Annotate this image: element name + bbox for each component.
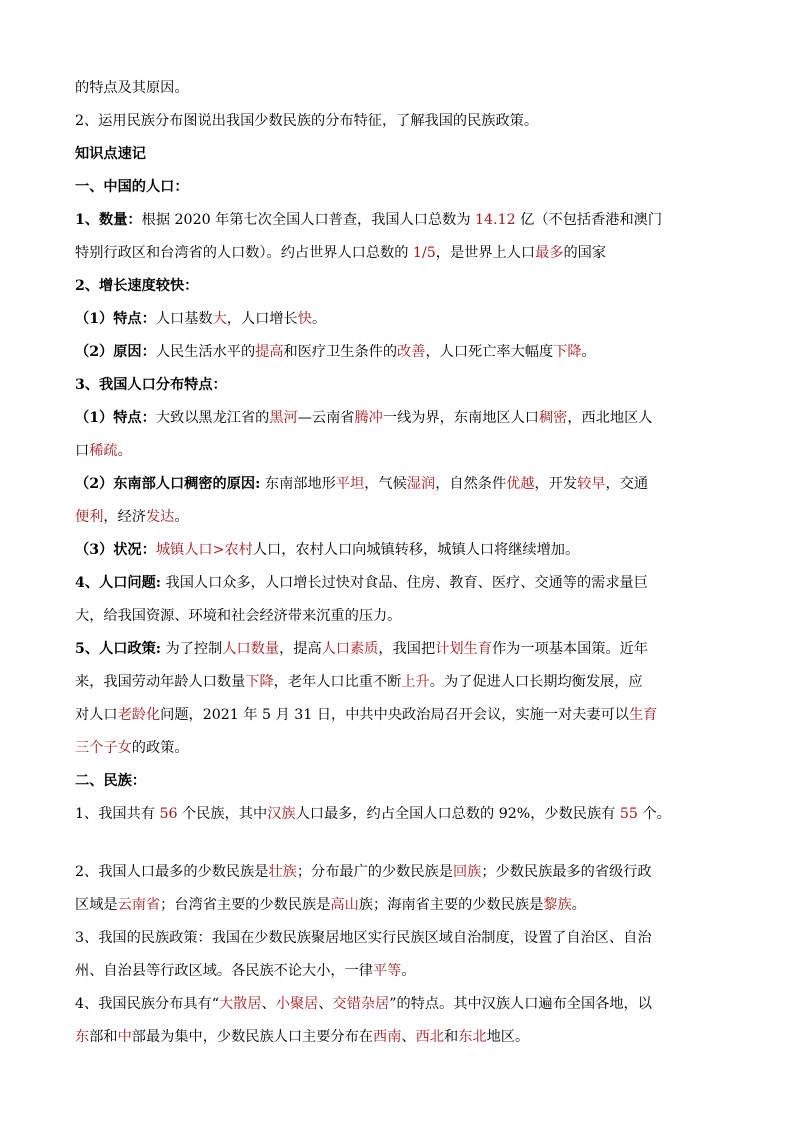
text: 、 <box>318 996 333 1012</box>
text: 大，给我国资源、环境和社会经济带来沉重的压力。 <box>75 608 402 624</box>
text: 的政策。 <box>131 740 189 756</box>
intro-text-2: 2、运用民族分布图说出我国少数民族的分布特征，了解我国的民族政策。 <box>75 113 539 129</box>
text: 、 <box>261 996 276 1012</box>
text: ；分布最广的少数民族是 <box>296 864 453 880</box>
p2-2-line-1 <box>75 862 652 882</box>
highlight: 平坦 <box>335 476 365 492</box>
highlight: 14.12 <box>475 212 516 228</box>
text: 人口基数 <box>155 311 213 327</box>
highlight: 城镇人口>农村 <box>155 542 253 558</box>
highlight: 大散居 <box>218 996 262 1012</box>
highlight: 较早 <box>577 476 606 492</box>
highlight: 小聚居 <box>275 996 319 1012</box>
highlight: 平等 <box>372 963 402 979</box>
p4-label: 4、人口问题: <box>75 575 162 591</box>
highlight: 大 <box>212 311 227 327</box>
text: ；台湾省主要的少数民族是 <box>160 897 331 913</box>
highlight: 壮族 <box>268 864 297 880</box>
intro-text-1: 的特点及其原因。 <box>75 80 189 96</box>
text: 和 <box>443 1029 459 1045</box>
text: 1、我国共有 <box>75 806 160 822</box>
text: 大致以黑龙江省的 <box>155 410 270 426</box>
text: 。 <box>581 344 596 360</box>
text: ，交通 <box>605 476 649 492</box>
text: 问题，2021 年 5 月 31 日，中共中央政治局召开会议，实施一对夫妻可以 <box>160 707 629 723</box>
p5-line-4 <box>75 738 189 758</box>
text: ，自然条件 <box>435 476 507 492</box>
text: 。为了促进人口长期均衡发展，应 <box>429 674 643 690</box>
p1-label: 1、数量： <box>75 212 142 228</box>
highlight: 1/5 <box>412 245 436 261</box>
sub-label: （1）特点： <box>75 410 156 426</box>
p2-s1-line <box>75 309 326 329</box>
p2-3-line-1 <box>75 928 652 948</box>
highlight: 下降 <box>553 344 582 360</box>
sub-label: （2）原因： <box>75 344 156 360</box>
text: 。 <box>117 443 132 459</box>
text: 州、自治县等行政区域。各民族不论大小，一律 <box>75 963 373 979</box>
p3-s2-line-2 <box>75 507 189 527</box>
highlight: 黎族 <box>543 897 572 913</box>
text: 区域是 <box>75 897 118 913</box>
highlight: 优越 <box>506 476 535 492</box>
text: 4、我国民族分布具有“ <box>75 996 219 1012</box>
text: 。 <box>571 897 586 913</box>
p2-3-line-2 <box>75 961 416 981</box>
text: 。 <box>174 509 189 525</box>
highlight: 快 <box>297 311 312 327</box>
text: 为了控制 <box>161 641 223 657</box>
highlight: 56 <box>159 806 178 822</box>
highlight: 交错杂居 <box>332 996 390 1012</box>
text: 2、我国人口最多的少数民族是 <box>75 864 269 880</box>
text: 部最为集中，少数民族人口主要分布在 <box>131 1029 373 1045</box>
p5-line-3 <box>75 705 657 725</box>
intro-line-1 <box>75 78 189 98</box>
highlight: 高山 <box>330 897 359 913</box>
highlight: 三个子女 <box>75 740 132 756</box>
highlight: 云南省 <box>117 897 161 913</box>
highlight: 西南 <box>373 1029 402 1045</box>
highlight: 计划生育 <box>435 641 492 657</box>
text: 人口，农村人口向城镇转移，城镇人口将继续增加。 <box>252 542 580 558</box>
intro-line-2 <box>75 111 538 131</box>
text: ，提高 <box>279 641 322 657</box>
p1-line-2 <box>75 243 606 263</box>
p3-s1-line-1 <box>75 408 652 428</box>
text: 。 <box>311 311 327 327</box>
text: 人民生活水平的 <box>155 344 256 360</box>
highlight: 最多 <box>535 245 564 261</box>
highlight: 发达 <box>145 509 175 525</box>
highlight: 上升 <box>401 674 430 690</box>
sub-label: （3）状况： <box>75 542 156 558</box>
text: 根据 2020 年第七次全国人口普查，我国人口总数为 <box>141 212 476 228</box>
p5-label: 5、人口政策: <box>75 641 162 657</box>
text: 亿（不包括香港和澳门 <box>515 212 663 228</box>
highlight: 下降 <box>245 674 274 690</box>
text: 族；海南省主要的少数民族是 <box>358 897 544 913</box>
p3-s1-line-2 <box>75 441 132 461</box>
text: 口 <box>75 443 90 459</box>
highlight: 稠密 <box>538 410 568 426</box>
text: 来，我国劳动年龄人口数量 <box>75 674 246 690</box>
text: 一线为界，东南地区人口 <box>382 410 539 426</box>
text: ，人口死亡率大幅度 <box>425 344 554 360</box>
highlight: 东 <box>75 1029 90 1045</box>
text: ”的特点。其中汉族人口遍布全国各地，以 <box>389 996 652 1012</box>
highlight: 老龄化 <box>117 707 161 723</box>
highlight: 汉族 <box>267 806 296 822</box>
text: 作为一项基本国策。近年 <box>491 641 649 657</box>
text: 、 <box>401 1029 416 1045</box>
highlight: 55 <box>619 806 638 822</box>
p2-s2-line <box>75 342 596 362</box>
text: 地区。 <box>486 1029 530 1045</box>
text: 个。 <box>637 806 671 822</box>
text: 和医疗卫生条件的 <box>283 344 398 360</box>
text: ；少数民族最多的省级行政 <box>481 864 652 880</box>
text: —云南省 <box>297 410 355 426</box>
text: ，开发 <box>534 476 578 492</box>
text: 的国家 <box>563 245 607 261</box>
p3-s3-line <box>75 540 579 560</box>
p2-4-line-2 <box>75 1027 529 1047</box>
highlight: 西北 <box>415 1029 444 1045</box>
highlight: 回族 <box>452 864 482 880</box>
text: ，老年人口比重不断 <box>273 674 402 690</box>
highlight: 腾冲 <box>354 410 383 426</box>
text: ，我国把 <box>378 641 436 657</box>
text: ，气候 <box>364 476 407 492</box>
sub-label: （1）特点： <box>75 311 156 327</box>
highlight: 黑河 <box>269 410 298 426</box>
p2-1-line <box>75 804 671 824</box>
p2-4-line-1 <box>75 994 652 1014</box>
text: ，人口增长 <box>226 311 298 327</box>
p3-label: 3、我国人口分布特点： <box>75 377 227 393</box>
p2-2-line-2 <box>75 895 586 915</box>
highlight: 稀疏 <box>89 443 118 459</box>
p2-label: 2、增长速度较快： <box>75 278 199 294</box>
text: ，经济 <box>103 509 146 525</box>
text: 人口最多，约占全国人口总数的 92%，少数民族有 <box>295 806 620 822</box>
text: ，是世界上人口 <box>435 245 536 261</box>
highlight: 中 <box>117 1029 132 1045</box>
text: 个民族，其中 <box>177 806 268 822</box>
text: 。 <box>401 963 416 979</box>
text: 我国人口众多，人口增长过快对食品、住房、教育、医疗、交通等的需求量巨 <box>161 575 648 591</box>
highlight: 人口素质 <box>321 641 379 657</box>
p5-line-1 <box>75 639 648 659</box>
p5-line-2 <box>75 672 643 692</box>
p3-s2-line-1 <box>75 474 648 494</box>
text: 3、我国的民族政策：我国在少数民族聚居地区实行民族区域自治制度，设置了自治区、自治 <box>75 930 652 946</box>
text: 东南部地形 <box>260 476 336 492</box>
text: 对人口 <box>75 707 118 723</box>
text: 特别行政区和台湾省的人口数）。约占世界人口总数的 <box>75 245 413 261</box>
section-title: 知识点速记 <box>75 146 146 162</box>
highlight: 东北 <box>458 1029 487 1045</box>
highlight: 湿润 <box>406 476 436 492</box>
p1-line-1 <box>75 210 662 230</box>
highlight: 人口数量 <box>222 641 280 657</box>
part1-heading: 一、中国的人口： <box>75 179 189 195</box>
highlight: 便利 <box>75 509 104 525</box>
text: 部和 <box>89 1029 118 1045</box>
p4-line-1 <box>75 573 648 593</box>
p4-line-2 <box>75 606 401 626</box>
highlight: 生育 <box>628 707 658 723</box>
text: ，西北地区人 <box>567 410 653 426</box>
highlight: 改善 <box>397 344 426 360</box>
sub-label: （2）东南部人口稠密的原因: <box>75 476 261 492</box>
highlight: 提高 <box>255 344 284 360</box>
part2-heading: 二、民族： <box>75 773 146 789</box>
